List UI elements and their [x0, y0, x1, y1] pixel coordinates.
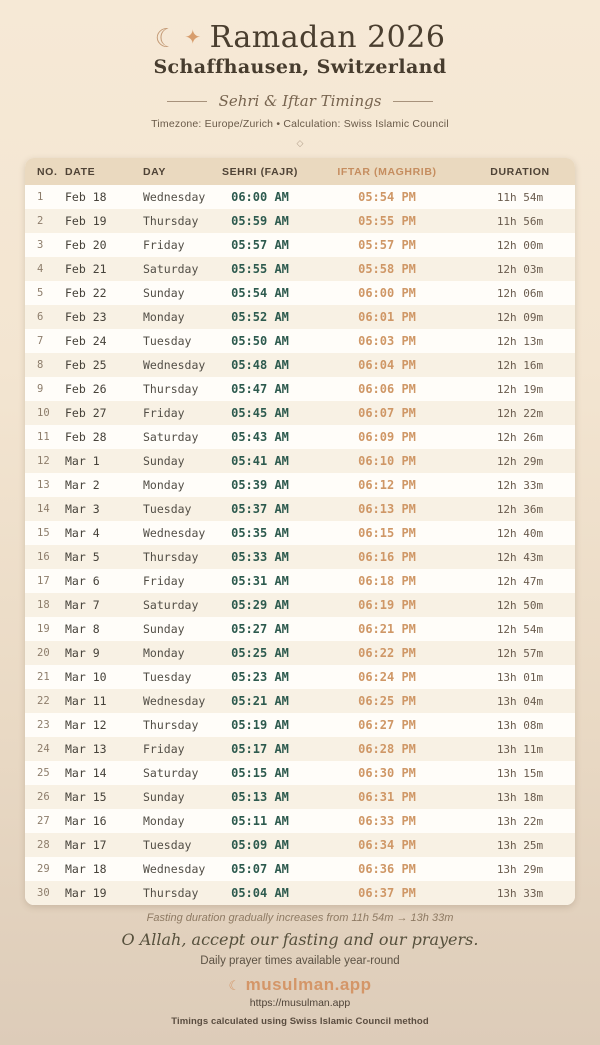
date-cell: Feb 20: [65, 238, 107, 252]
iftar-time-cell: 06:03 PM: [358, 334, 416, 348]
day-cell: Monday: [143, 646, 185, 660]
row-number-cell: 30: [37, 887, 50, 899]
availability-note: Daily prayer times available year-round: [200, 955, 400, 967]
duration-cell: 13h 11m: [496, 742, 544, 756]
iftar-time-cell: 06:28 PM: [358, 742, 416, 756]
row-number-cell: 10: [37, 407, 50, 419]
timings-table-header: [25, 158, 575, 185]
duration-cell: 12h 03m: [496, 262, 544, 276]
row-number-cell: 15: [37, 527, 50, 539]
iftar-time-cell: 06:00 PM: [358, 286, 416, 300]
duration-cell: 12h 36m: [496, 502, 544, 516]
day-cell: Thursday: [143, 382, 199, 396]
table-row: [25, 377, 575, 401]
row-number-cell: 1: [37, 191, 44, 203]
duration-cell: 12h 19m: [496, 382, 544, 396]
location-subtitle: Schaffhausen, Switzerland: [153, 56, 447, 78]
sehri-time-cell: 05:39 AM: [231, 478, 289, 492]
day-cell: Thursday: [143, 718, 199, 732]
table-row: [25, 569, 575, 593]
duration-cell: 12h 50m: [496, 598, 544, 612]
sehri-time-cell: 05:37 AM: [231, 502, 289, 516]
day-cell: Thursday: [143, 550, 199, 564]
row-number-cell: 18: [37, 599, 50, 611]
duration-cell: 13h 33m: [496, 886, 544, 900]
sehri-time-cell: 05:35 AM: [231, 526, 289, 540]
brand-crescent-icon: ☾: [228, 978, 241, 993]
sehri-time-cell: 05:07 AM: [231, 862, 289, 876]
dua-quote: O Allah, accept our fasting and our prayers.: [121, 930, 479, 949]
day-cell: Saturday: [143, 262, 199, 276]
iftar-time-cell: 06:10 PM: [358, 454, 416, 468]
duration-cell: 12h 22m: [496, 406, 544, 420]
date-cell: Feb 22: [65, 286, 107, 300]
row-number-cell: 2: [37, 215, 44, 227]
timings-table-body: [25, 185, 575, 905]
column-header-no: NO.: [25, 158, 53, 185]
duration-cell: 12h 26m: [496, 430, 544, 444]
row-number-cell: 25: [37, 767, 50, 779]
duration-cell: 12h 09m: [496, 310, 544, 324]
row-number-cell: 23: [37, 719, 50, 731]
page-header: [0, 0, 600, 149]
table-row: [25, 209, 575, 233]
fasting-duration-note: Fasting duration gradually increases from 11h 54m → 13h 33m: [146, 912, 454, 924]
table-row: [25, 593, 575, 617]
sehri-time-cell: 05:27 AM: [231, 622, 289, 636]
table-row: [25, 809, 575, 833]
row-number-cell: 27: [37, 815, 50, 827]
date-cell: Feb 23: [65, 310, 107, 324]
table-row: [25, 473, 575, 497]
date-cell: Mar 8: [65, 622, 100, 636]
row-number-cell: 29: [37, 863, 50, 875]
duration-cell: 11h 56m: [496, 214, 544, 228]
date-cell: Mar 13: [65, 742, 107, 756]
row-number-cell: 5: [37, 287, 44, 299]
day-cell: Friday: [143, 574, 185, 588]
row-number-cell: 9: [37, 383, 44, 395]
page-footer: [0, 912, 600, 1027]
row-number-cell: 20: [37, 647, 50, 659]
duration-cell: 13h 04m: [496, 694, 544, 708]
calculation-method-note: Timings calculated using Swiss Islamic Council method: [171, 1016, 429, 1027]
duration-cell: 13h 25m: [496, 838, 544, 852]
iftar-time-cell: 06:19 PM: [358, 598, 416, 612]
day-cell: Wednesday: [143, 190, 206, 204]
date-cell: Mar 11: [65, 694, 107, 708]
day-cell: Tuesday: [143, 334, 192, 348]
table-row: [25, 881, 575, 905]
date-cell: Feb 26: [65, 382, 107, 396]
day-cell: Friday: [143, 238, 185, 252]
table-row: [25, 785, 575, 809]
sehri-time-cell: 05:15 AM: [231, 766, 289, 780]
iftar-time-cell: 06:04 PM: [358, 358, 416, 372]
date-cell: Feb 24: [65, 334, 107, 348]
row-number-cell: 26: [37, 791, 50, 803]
date-cell: Mar 19: [65, 886, 107, 900]
duration-cell: 12h 57m: [496, 646, 544, 660]
day-cell: Wednesday: [143, 862, 206, 876]
table-row: [25, 737, 575, 761]
date-cell: Mar 17: [65, 838, 107, 852]
iftar-time-cell: 06:13 PM: [358, 502, 416, 516]
day-cell: Thursday: [143, 214, 199, 228]
duration-cell: 12h 06m: [496, 286, 544, 300]
table-row: [25, 521, 575, 545]
timings-table: [25, 158, 575, 905]
row-number-cell: 14: [37, 503, 50, 515]
row-number-cell: 3: [37, 239, 44, 251]
iftar-time-cell: 06:36 PM: [358, 862, 416, 876]
date-cell: Mar 18: [65, 862, 107, 876]
iftar-time-cell: 05:55 PM: [358, 214, 416, 228]
row-number-cell: 22: [37, 695, 50, 707]
day-cell: Friday: [143, 406, 185, 420]
timezone-calculation-meta: Timezone: Europe/Zurich • Calculation: Swiss Islamic Council: [151, 118, 449, 130]
table-row: [25, 497, 575, 521]
day-cell: Saturday: [143, 598, 199, 612]
date-cell: Feb 21: [65, 262, 107, 276]
duration-cell: 13h 22m: [496, 814, 544, 828]
duration-cell: 12h 33m: [496, 478, 544, 492]
tagline-row: [0, 92, 600, 110]
row-number-cell: 24: [37, 743, 50, 755]
date-cell: Mar 6: [65, 574, 100, 588]
iftar-time-cell: 06:12 PM: [358, 478, 416, 492]
iftar-time-cell: 06:25 PM: [358, 694, 416, 708]
column-header-date: DATE: [53, 158, 131, 185]
iftar-time-cell: 06:37 PM: [358, 886, 416, 900]
duration-cell: 13h 18m: [496, 790, 544, 804]
sehri-time-cell: 05:48 AM: [231, 358, 289, 372]
sehri-time-cell: 05:23 AM: [231, 670, 289, 684]
sehri-time-cell: 05:33 AM: [231, 550, 289, 564]
row-number-cell: 19: [37, 623, 50, 635]
date-cell: Feb 28: [65, 430, 107, 444]
duration-cell: 13h 15m: [496, 766, 544, 780]
sehri-time-cell: 05:19 AM: [231, 718, 289, 732]
row-number-cell: 7: [37, 335, 44, 347]
sehri-time-cell: 05:54 AM: [231, 286, 289, 300]
row-number-cell: 12: [37, 455, 50, 467]
duration-cell: 12h 00m: [496, 238, 544, 252]
column-header-iftar: IFTAR (MAGHRIB): [309, 158, 465, 185]
sehri-time-cell: 05:21 AM: [231, 694, 289, 708]
sehri-time-cell: 05:09 AM: [231, 838, 289, 852]
day-cell: Friday: [143, 742, 185, 756]
date-cell: Feb 18: [65, 190, 107, 204]
divider-line-left: [167, 101, 207, 102]
duration-cell: 12h 29m: [496, 454, 544, 468]
table-row: [25, 665, 575, 689]
diamond-ornament-icon: ◇: [296, 138, 304, 148]
iftar-time-cell: 06:22 PM: [358, 646, 416, 660]
day-cell: Wednesday: [143, 358, 206, 372]
date-cell: Mar 9: [65, 646, 100, 660]
date-cell: Mar 12: [65, 718, 107, 732]
row-number-cell: 16: [37, 551, 50, 563]
date-cell: Feb 19: [65, 214, 107, 228]
duration-cell: 12h 54m: [496, 622, 544, 636]
date-cell: Mar 1: [65, 454, 100, 468]
duration-cell: 13h 29m: [496, 862, 544, 876]
date-cell: Mar 2: [65, 478, 100, 492]
table-row: [25, 713, 575, 737]
sehri-time-cell: 05:13 AM: [231, 790, 289, 804]
day-cell: Sunday: [143, 454, 185, 468]
day-cell: Sunday: [143, 622, 185, 636]
table-row: [25, 617, 575, 641]
sehri-time-cell: 05:11 AM: [231, 814, 289, 828]
row-number-cell: 6: [37, 311, 44, 323]
iftar-time-cell: 06:21 PM: [358, 622, 416, 636]
iftar-time-cell: 06:06 PM: [358, 382, 416, 396]
iftar-time-cell: 06:16 PM: [358, 550, 416, 564]
day-cell: Sunday: [143, 286, 185, 300]
page-title-line: [0, 20, 600, 56]
date-cell: Mar 10: [65, 670, 107, 684]
day-cell: Monday: [143, 814, 185, 828]
iftar-time-cell: 06:07 PM: [358, 406, 416, 420]
table-row: [25, 449, 575, 473]
table-row: [25, 401, 575, 425]
sehri-time-cell: 05:43 AM: [231, 430, 289, 444]
iftar-time-cell: 06:09 PM: [358, 430, 416, 444]
iftar-time-cell: 06:18 PM: [358, 574, 416, 588]
date-cell: Mar 4: [65, 526, 100, 540]
date-cell: Feb 25: [65, 358, 107, 372]
sehri-time-cell: 05:45 AM: [231, 406, 289, 420]
iftar-time-cell: 05:57 PM: [358, 238, 416, 252]
table-row: [25, 425, 575, 449]
sehri-time-cell: 05:04 AM: [231, 886, 289, 900]
tagline: Sehri & Iftar Timings: [218, 92, 382, 110]
day-cell: Tuesday: [143, 670, 192, 684]
sehri-time-cell: 05:55 AM: [231, 262, 289, 276]
sehri-time-cell: 05:59 AM: [231, 214, 289, 228]
table-row: [25, 545, 575, 569]
day-cell: Thursday: [143, 886, 199, 900]
row-number-cell: 13: [37, 479, 50, 491]
row-number-cell: 11: [37, 431, 50, 443]
duration-cell: 11h 54m: [496, 190, 544, 204]
sehri-time-cell: 05:57 AM: [231, 238, 289, 252]
brand-link[interactable]: [0, 975, 600, 995]
table-row: [25, 689, 575, 713]
timings-card: [25, 158, 575, 905]
page-title: Ramadan 2026: [209, 20, 446, 55]
iftar-time-cell: 05:58 PM: [358, 262, 416, 276]
table-row: [25, 833, 575, 857]
iftar-time-cell: 06:34 PM: [358, 838, 416, 852]
row-number-cell: 8: [37, 359, 44, 371]
brand-name: musulman.app: [245, 975, 372, 994]
column-header-sehri: SEHRI (FAJR): [211, 158, 309, 185]
row-number-cell: 17: [37, 575, 50, 587]
table-row: [25, 641, 575, 665]
sehri-time-cell: 06:00 AM: [231, 190, 289, 204]
day-cell: Wednesday: [143, 526, 206, 540]
table-row: [25, 185, 575, 209]
duration-cell: 12h 40m: [496, 526, 544, 540]
day-cell: Saturday: [143, 430, 199, 444]
sparkle-star-icon: ✦: [184, 25, 202, 49]
day-cell: Wednesday: [143, 694, 206, 708]
divider-line-right: [393, 101, 433, 102]
table-row: [25, 305, 575, 329]
iftar-time-cell: 06:33 PM: [358, 814, 416, 828]
iftar-time-cell: 06:01 PM: [358, 310, 416, 324]
iftar-time-cell: 06:15 PM: [358, 526, 416, 540]
table-row: [25, 761, 575, 785]
row-number-cell: 28: [37, 839, 50, 851]
iftar-time-cell: 05:54 PM: [358, 190, 416, 204]
date-cell: Mar 14: [65, 766, 107, 780]
sehri-time-cell: 05:47 AM: [231, 382, 289, 396]
sehri-time-cell: 05:41 AM: [231, 454, 289, 468]
date-cell: Mar 5: [65, 550, 100, 564]
crescent-moon-icon: ☾: [154, 24, 179, 54]
duration-cell: 13h 08m: [496, 718, 544, 732]
brand-url[interactable]: https://musulman.app: [249, 997, 351, 1009]
iftar-time-cell: 06:30 PM: [358, 766, 416, 780]
sehri-time-cell: 05:25 AM: [231, 646, 289, 660]
column-header-day: DAY: [131, 158, 211, 185]
iftar-time-cell: 06:24 PM: [358, 670, 416, 684]
date-cell: Mar 16: [65, 814, 107, 828]
day-cell: Monday: [143, 478, 185, 492]
table-row: [25, 353, 575, 377]
sehri-time-cell: 05:29 AM: [231, 598, 289, 612]
day-cell: Saturday: [143, 766, 199, 780]
day-cell: Sunday: [143, 790, 185, 804]
row-number-cell: 21: [37, 671, 50, 683]
day-cell: Tuesday: [143, 838, 192, 852]
day-cell: Monday: [143, 310, 185, 324]
date-cell: Mar 3: [65, 502, 100, 516]
table-row: [25, 233, 575, 257]
duration-cell: 12h 13m: [496, 334, 544, 348]
sehri-time-cell: 05:31 AM: [231, 574, 289, 588]
table-row: [25, 257, 575, 281]
duration-cell: 12h 43m: [496, 550, 544, 564]
duration-cell: 13h 01m: [496, 670, 544, 684]
sehri-time-cell: 05:50 AM: [231, 334, 289, 348]
duration-cell: 12h 47m: [496, 574, 544, 588]
sehri-time-cell: 05:52 AM: [231, 310, 289, 324]
date-cell: Mar 15: [65, 790, 107, 804]
date-cell: Feb 27: [65, 406, 107, 420]
sehri-time-cell: 05:17 AM: [231, 742, 289, 756]
duration-cell: 12h 16m: [496, 358, 544, 372]
iftar-time-cell: 06:27 PM: [358, 718, 416, 732]
day-cell: Tuesday: [143, 502, 192, 516]
row-number-cell: 4: [37, 263, 44, 275]
table-row: [25, 281, 575, 305]
iftar-time-cell: 06:31 PM: [358, 790, 416, 804]
column-header-duration: DURATION: [465, 158, 575, 185]
table-row: [25, 329, 575, 353]
table-row: [25, 857, 575, 881]
date-cell: Mar 7: [65, 598, 100, 612]
